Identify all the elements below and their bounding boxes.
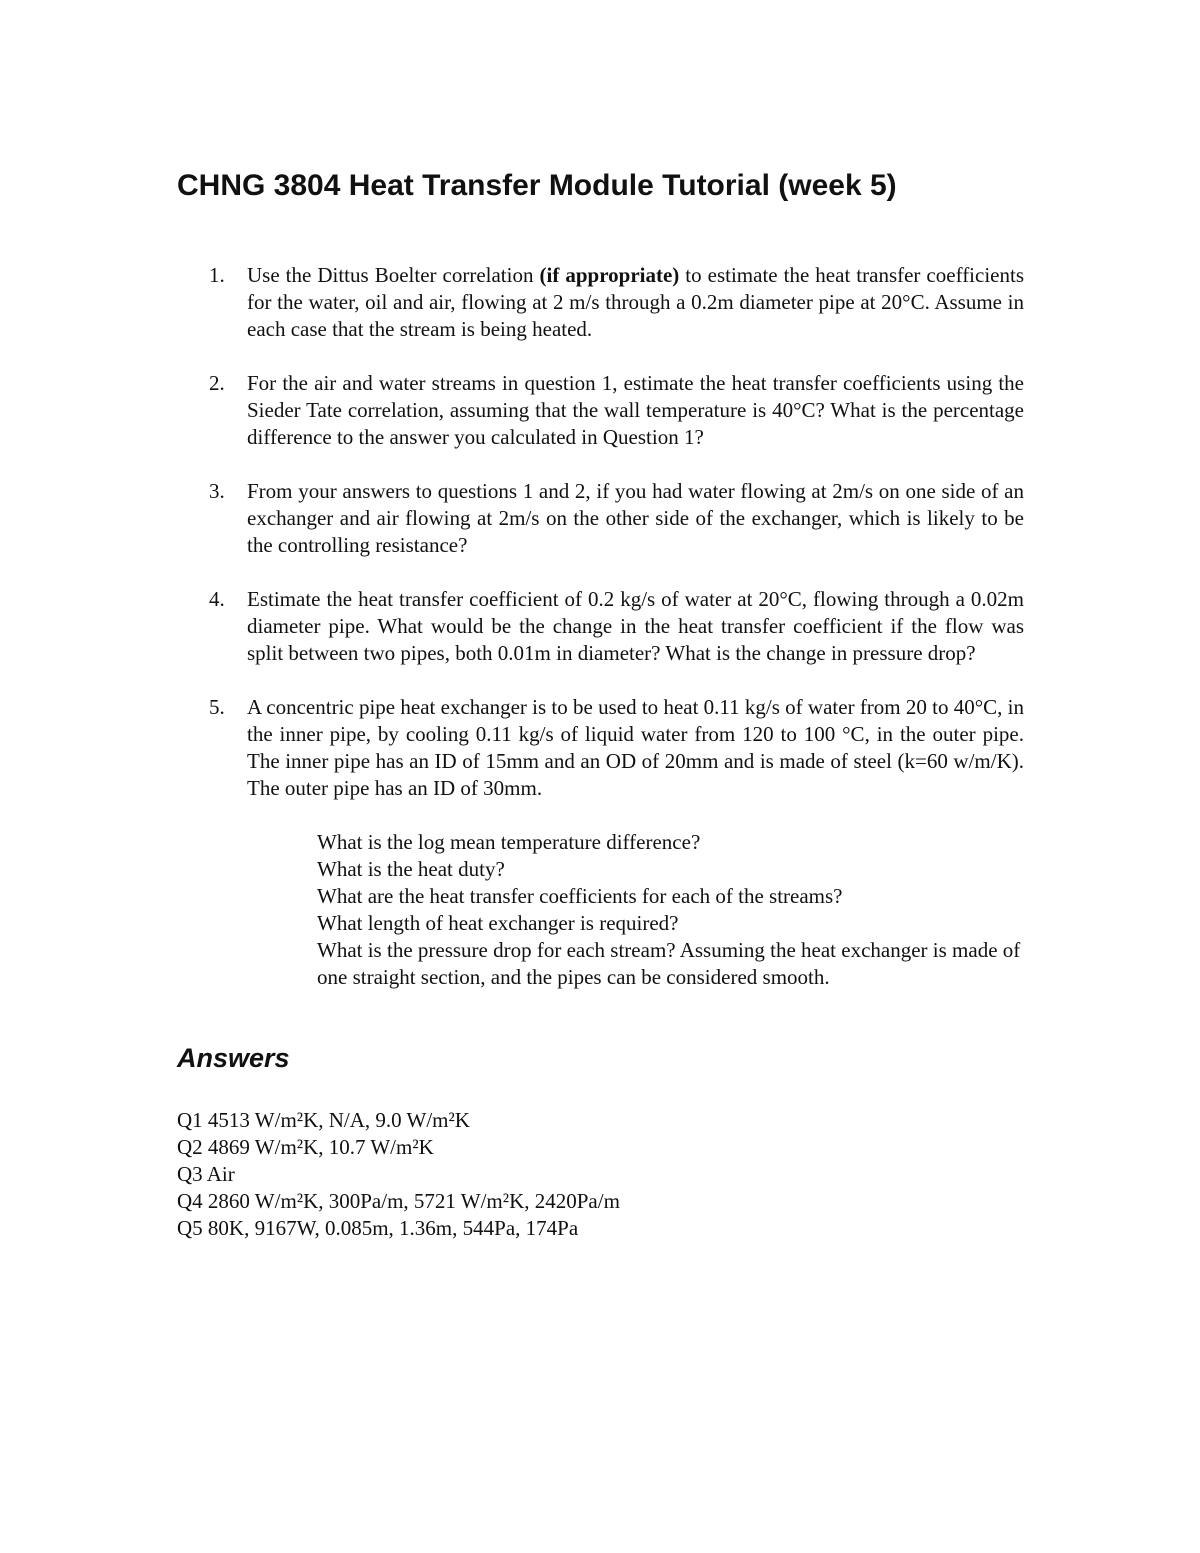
answer-line: Q4 2860 W/m²K, 300Pa/m, 5721 W/m²K, 2420Pa/m — [177, 1189, 620, 1213]
document-title: CHNG 3804 Heat Transfer Module Tutorial (week 5) — [177, 169, 897, 202]
question-text: to estimate the heat transfer coefficients for the water, oil and air, flowing at 2 m/s through a 0.2m diameter pipe at 20°C. Assume in each case that the stream is being heated. — [247, 263, 1024, 341]
question-5 — [209, 694, 1024, 991]
sub-question: What is the log mean temperature difference? — [317, 830, 701, 854]
question-4 — [209, 586, 1024, 667]
answer-line: Q1 4513 W/m²K, N/A, 9.0 W/m²K — [177, 1108, 470, 1132]
question-number: 4. — [209, 587, 225, 611]
question-number: 1. — [209, 263, 225, 287]
sub-question: What is the pressure drop for each stream? Assuming the heat exchanger is made of one straight section, and the pipes can be considered smooth. — [317, 938, 1021, 989]
question-list — [209, 262, 1024, 1018]
sub-question: What is the heat duty? — [317, 857, 505, 881]
question-1 — [209, 262, 1024, 343]
question-2 — [209, 370, 1024, 451]
question-3 — [209, 478, 1024, 559]
sub-question-list — [317, 829, 1024, 991]
question-text: A concentric pipe heat exchanger is to be used to heat 0.11 kg/s of water from 20 to 40°C, in the inner pipe, by cooling 0.11 kg/s of liquid water from 120 to 100 °C, in the outer pipe. The inner pipe has an ID of 15mm and an OD of 20mm and is made of steel (k=60 w/m/K). The outer pipe has an ID of 30mm. — [247, 695, 1024, 800]
question-text: Estimate the heat transfer coefficient of 0.2 kg/s of water at 20°C, flowing through a 0.02m diameter pipe. What would be the change in the heat transfer coefficient if the flow was split between two pipes, both 0.01m in diameter? What is the change in pressure drop? — [247, 587, 1024, 665]
answer-line: Q5 80K, 9167W, 0.085m, 1.36m, 544Pa, 174Pa — [177, 1216, 579, 1240]
sub-question: What length of heat exchanger is required? — [317, 911, 679, 935]
question-emphasis: (if appropriate) — [539, 263, 680, 287]
answer-list — [177, 1107, 620, 1242]
answers-heading: Answers — [177, 1043, 290, 1073]
answer-line: Q2 4869 W/m²K, 10.7 W/m²K — [177, 1135, 434, 1159]
question-text: For the air and water streams in question 1, estimate the heat transfer coefficients using the Sieder Tate correlation, assuming that the wall temperature is 40°C? What is the percentage difference to the answer you calculated in Question 1? — [247, 371, 1024, 449]
answer-line: Q3 Air — [177, 1162, 235, 1186]
sub-question: What are the heat transfer coefficients for each of the streams? — [317, 884, 843, 908]
question-text: Use the Dittus Boelter correlation — [247, 263, 540, 287]
question-number: 2. — [209, 371, 225, 395]
question-text: From your answers to questions 1 and 2, if you had water flowing at 2m/s on one side of an exchanger and air flowing at 2m/s on the other side of the exchanger, which is likely to be the controlling resistance? — [247, 479, 1024, 557]
question-number: 3. — [209, 479, 225, 503]
question-number: 5. — [209, 695, 225, 719]
